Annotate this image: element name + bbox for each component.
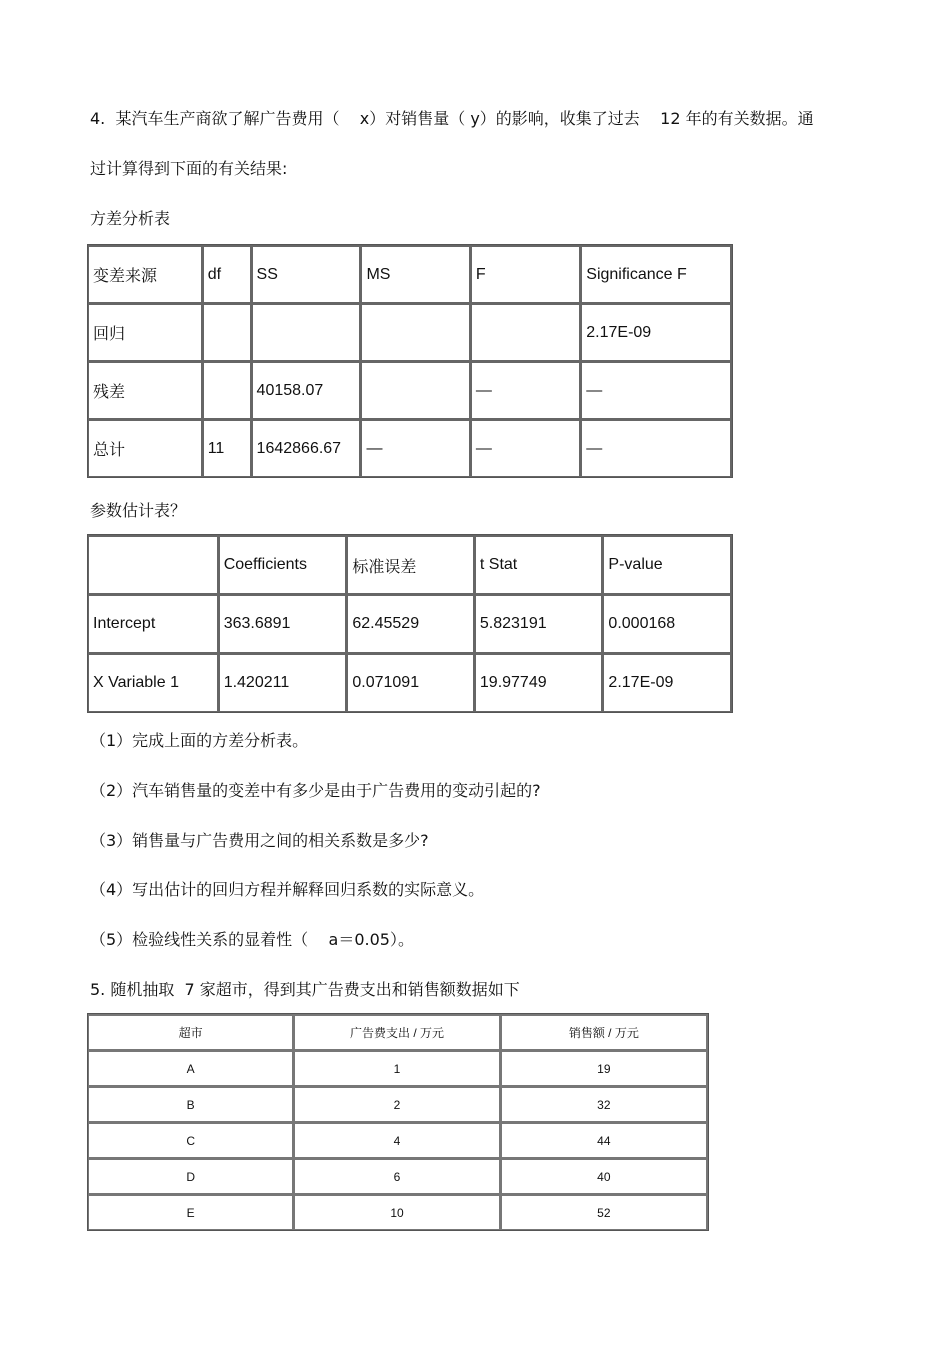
anova-header-row: [88, 245, 732, 303]
table-cell: X Variable 1: [88, 653, 219, 712]
table-cell: [361, 303, 470, 361]
table-cell: Intercept: [88, 594, 219, 653]
anova-header-cell: F: [471, 245, 581, 303]
table-cell: 残差: [88, 361, 203, 419]
table-cell: [203, 361, 252, 419]
table-cell: 52: [501, 1194, 708, 1230]
param-header-cell: P-value: [603, 535, 732, 594]
table-cell: 6: [294, 1158, 500, 1194]
param-header-row: [88, 535, 732, 594]
anova-header-cell: MS: [361, 245, 470, 303]
question-3: （3）销售量与广告费用之间的相关系数是多少?: [90, 831, 429, 850]
table-cell: —: [581, 419, 732, 477]
param-header-cell: [88, 535, 219, 594]
supermarket-header-cell: 销售额 / 万元: [501, 1014, 708, 1050]
table-row: [88, 361, 732, 419]
table-cell: 1642866.67: [252, 419, 362, 477]
supermarket-header-row: [88, 1014, 708, 1050]
q4-line1: 4. 某汽车生产商欲了解广告费用（ x）对销售量（ y）的影响，收集了过去 12 年的有关数据。通: [90, 109, 814, 128]
supermarket-table: [87, 1013, 709, 1231]
table-cell: 11: [203, 419, 252, 477]
table-cell: 44: [501, 1122, 708, 1158]
table-cell: —: [581, 361, 732, 419]
table-cell: D: [88, 1158, 294, 1194]
table-cell: 40158.07: [252, 361, 362, 419]
table-cell: [361, 361, 470, 419]
table-cell: B: [88, 1086, 294, 1122]
table-cell: C: [88, 1122, 294, 1158]
table-cell: 10: [294, 1194, 500, 1230]
param-header-cell: Coefficients: [219, 535, 348, 594]
param-header-cell: t Stat: [475, 535, 604, 594]
question-1: （1）完成上面的方差分析表。: [90, 731, 309, 750]
q4-line2: 过计算得到下面的有关结果:: [90, 159, 288, 178]
table-row: [88, 1050, 708, 1086]
param-header-cell: 标准误差: [347, 535, 475, 594]
table-cell: —: [361, 419, 470, 477]
table-row: [88, 653, 732, 712]
q5-line: 5. 随机抽取 7 家超市，得到其广告费支出和销售额数据如下: [90, 980, 520, 999]
table-cell: 0.000168: [603, 594, 732, 653]
table-cell: 1.420211: [219, 653, 348, 712]
table-cell: A: [88, 1050, 294, 1086]
table-cell: 62.45529: [347, 594, 475, 653]
anova-header-cell: df: [203, 245, 252, 303]
table-cell: 5.823191: [475, 594, 604, 653]
table-cell: 1: [294, 1050, 500, 1086]
table-cell: 2.17E-09: [603, 653, 732, 712]
table-cell: 40: [501, 1158, 708, 1194]
param-table: [87, 534, 733, 713]
table-cell: 回归: [88, 303, 203, 361]
anova-header-cell: SS: [252, 245, 362, 303]
param-title: 参数估计表？: [90, 501, 187, 520]
table-row: [88, 1122, 708, 1158]
table-cell: 2: [294, 1086, 500, 1122]
table-cell: [252, 303, 362, 361]
table-cell: —: [471, 361, 581, 419]
anova-header-cell: 变差来源: [88, 245, 203, 303]
table-cell: E: [88, 1194, 294, 1230]
table-row: [88, 1086, 708, 1122]
anova-table: [87, 244, 733, 478]
table-cell: —: [471, 419, 581, 477]
supermarket-header-cell: 广告费支出 / 万元: [294, 1014, 500, 1050]
supermarket-header-cell: 超市: [88, 1014, 294, 1050]
table-cell: 4: [294, 1122, 500, 1158]
table-row: [88, 594, 732, 653]
table-cell: 32: [501, 1086, 708, 1122]
table-row: [88, 1158, 708, 1194]
table-cell: 2.17E-09: [581, 303, 732, 361]
table-row: [88, 303, 732, 361]
table-cell: [203, 303, 252, 361]
anova-title: 方差分析表: [90, 209, 171, 228]
table-row: [88, 1194, 708, 1230]
question-4: （4）写出估计的回归方程并解释回归系数的实际意义。: [90, 880, 485, 899]
question-5: （5）检验线性关系的显着性（ a＝0.05）。: [90, 930, 414, 949]
table-cell: 19.97749: [475, 653, 604, 712]
question-2: （2）汽车销售量的变差中有多少是由于广告费用的变动引起的?: [90, 781, 541, 800]
table-cell: 总计: [88, 419, 203, 477]
table-cell: 363.6891: [219, 594, 348, 653]
table-cell: [471, 303, 581, 361]
table-cell: 0.071091: [347, 653, 475, 712]
table-row: [88, 419, 732, 477]
anova-header-cell: Significance F: [581, 245, 732, 303]
table-cell: 19: [501, 1050, 708, 1086]
